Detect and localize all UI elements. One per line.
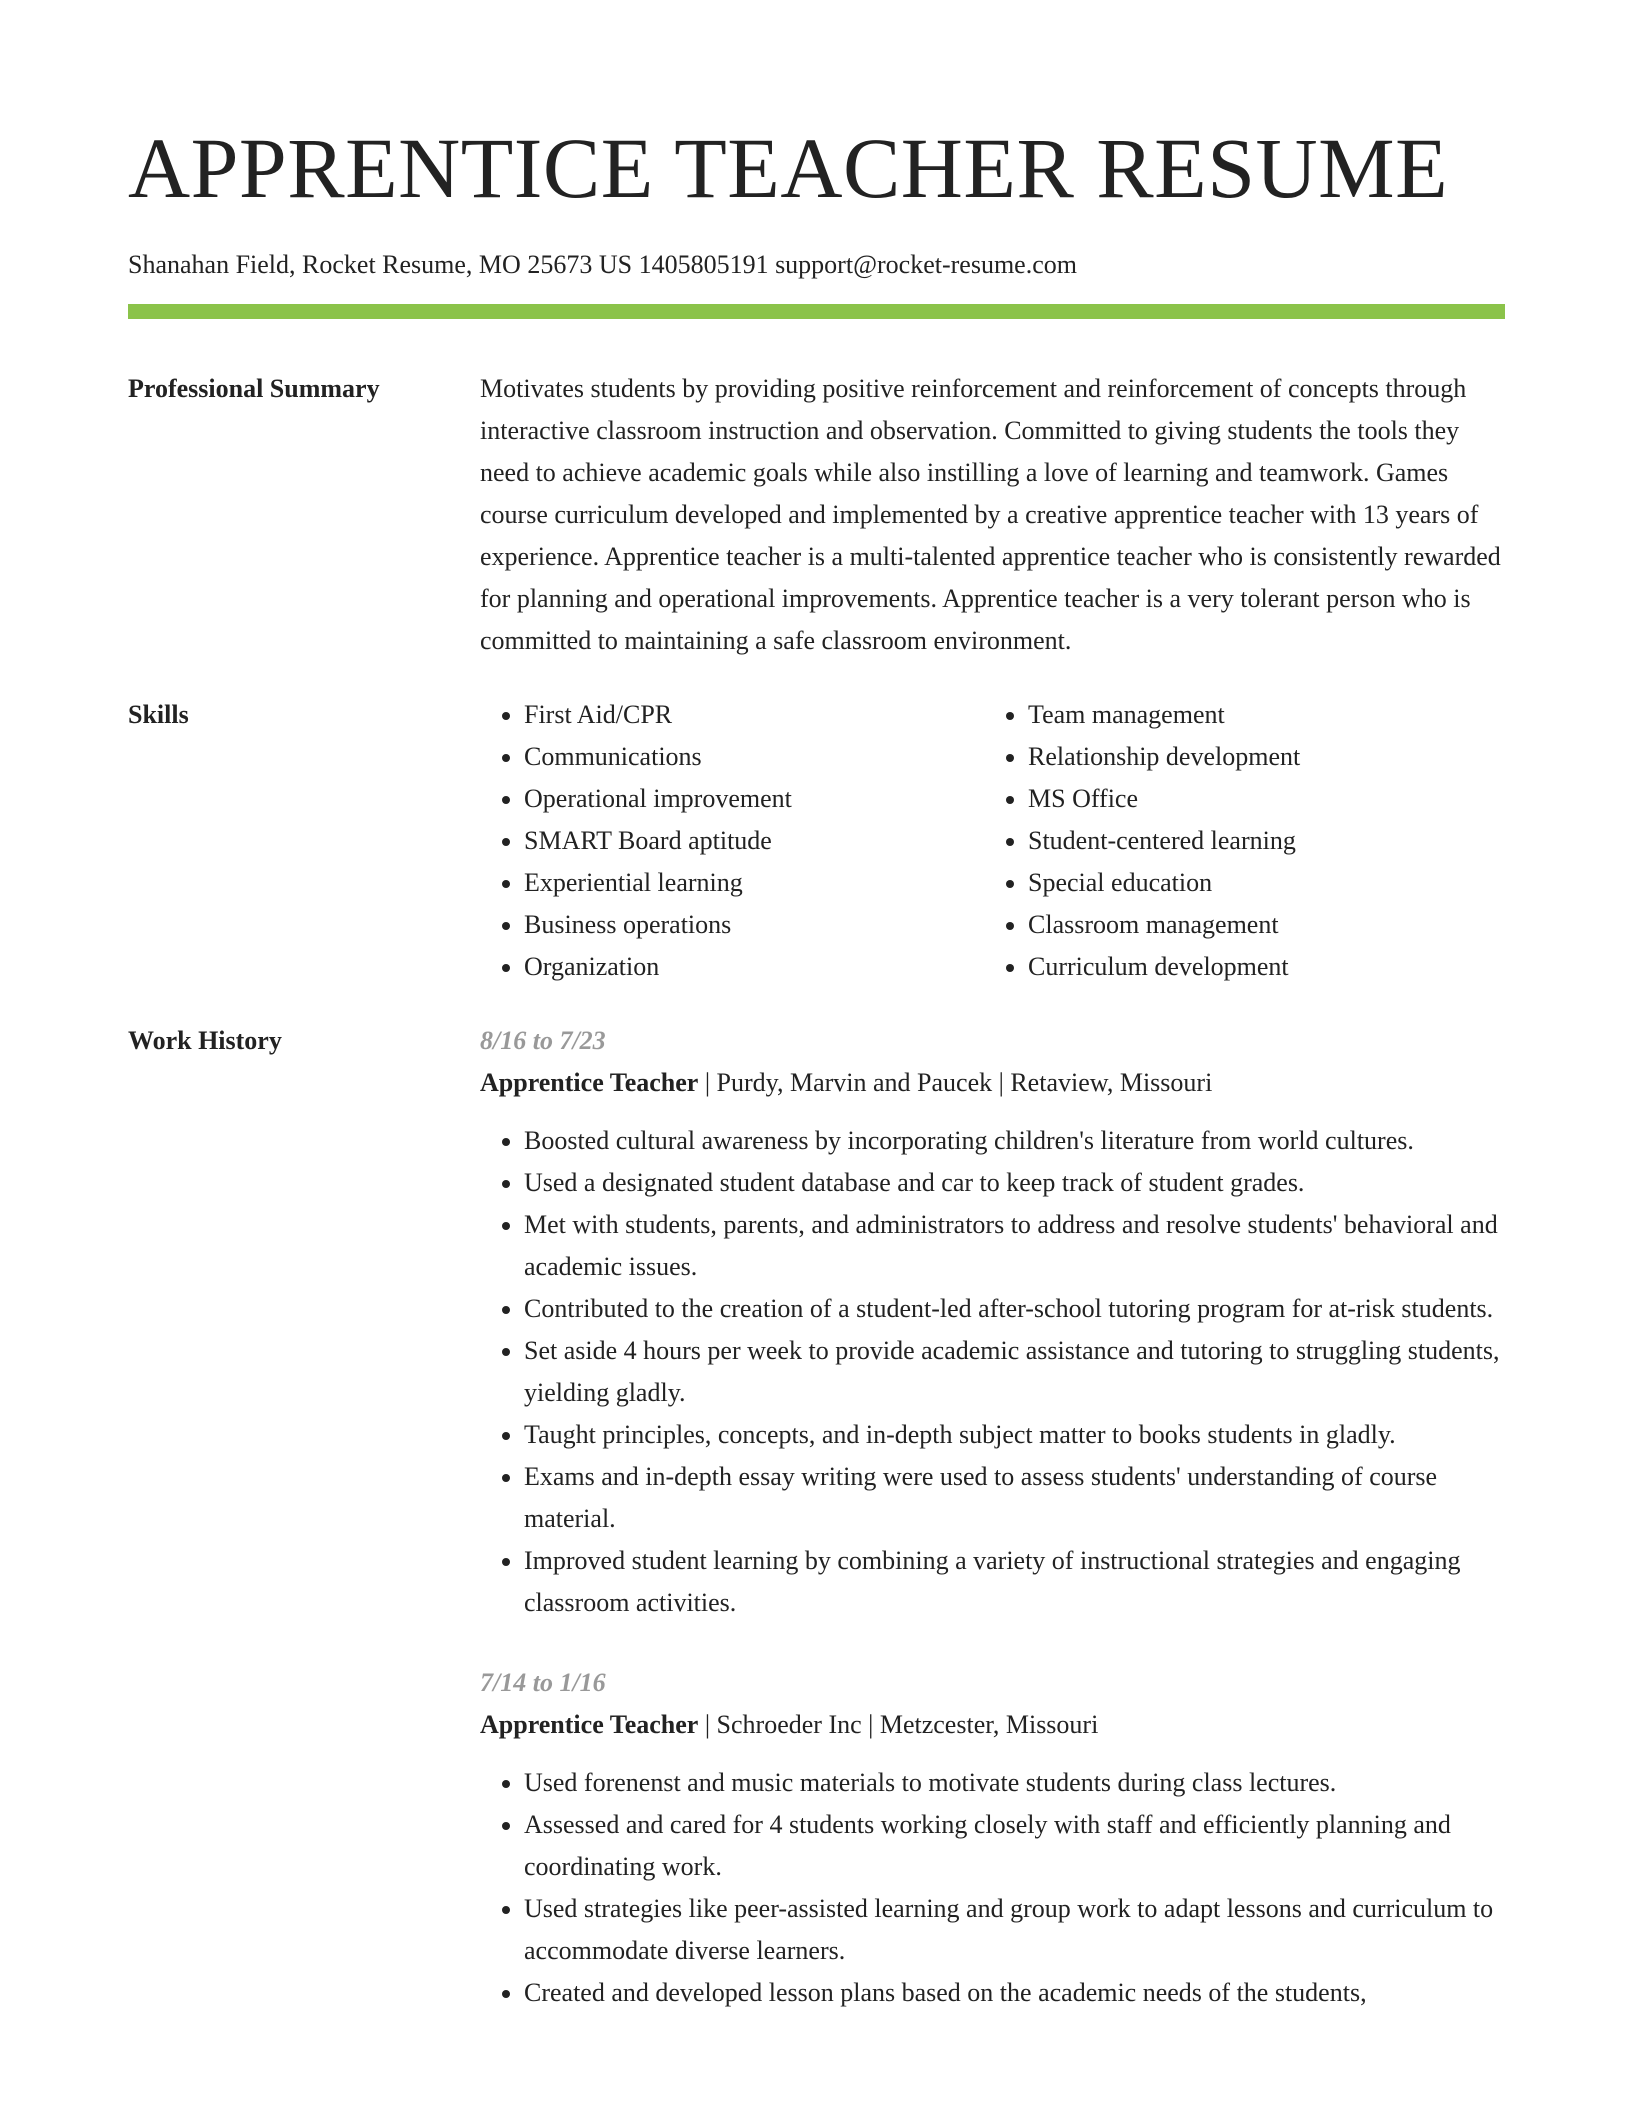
accent-divider [128,304,1505,319]
job-dates: 7/14 to 1/16 [480,1668,606,1697]
skill-item: • Business operations [524,904,984,946]
job-bullet: • Exams and in-depth essay writing were used to assess students' understanding of course material. [524,1456,1505,1540]
skill-item: • SMART Board aptitude [524,820,984,862]
job-details: | Purdy, Marvin and Paucek | Retaview, Missouri [698,1068,1213,1097]
skill-item: • Experiential learning [524,862,984,904]
summary-text: Motivates students by providing positive reinforcement and reinforcement of concepts through interactive classroom instruction and observation. Committed to giving students the tools they need to achieve academic goals while also instilling a love of learning and teamwork. Games course curriculum developed and implemented by a creative apprentice teacher with 13 years of experience. Apprentice teacher is a multi-talented apprentice teacher who is consistently rewarded for planning and operational improvements. Apprentice teacher is a very tolerant person who is committed to maintaining a safe classroom environment. [480,374,1501,655]
skills-section [128,694,1505,988]
skills-heading: Skills [128,700,189,729]
job-title: Apprentice Teacher [480,1068,699,1097]
job-bullet: • Assessed and cared for 4 students working closely with staff and efficiently planning and coordinating work. [524,1804,1505,1888]
job-entry [480,1020,1505,1624]
job-bullet: • Created and developed lesson plans based on the academic needs of the students, [524,1972,1505,2014]
work-history-body [480,1020,1505,2052]
skills-grid [480,694,1505,988]
resume-title: APPRENTICE TEACHER RESUME [128,120,1449,216]
resume-page [128,0,1505,2052]
skill-item: • Special education [1028,862,1488,904]
skill-item: • Organization [524,946,984,988]
skill-item: • Team management [1028,694,1488,736]
work-history-section [128,1020,1505,2052]
skill-item: • Curriculum development [1028,946,1488,988]
work-history-heading: Work History [128,1026,282,1055]
job-bullet: • Improved student learning by combining a variety of instructional strategies and engaging classroom activities. [524,1540,1505,1624]
summary-section [128,368,1505,662]
job-dates: 8/16 to 7/23 [480,1026,606,1055]
job-bullet: • Set aside 4 hours per week to provide academic assistance and tutoring to struggling students, yielding gladly. [524,1330,1505,1414]
job-bullet: • Boosted cultural awareness by incorporating children's literature from world cultures. [524,1120,1505,1162]
skills-column-left [480,694,984,988]
skill-item: • MS Office [1028,778,1488,820]
skill-item: • Operational improvement [524,778,984,820]
job-bullet: • Met with students, parents, and administrators to address and resolve students' behavioral and academic issues. [524,1204,1505,1288]
job-details: | Schroeder Inc | Metzcester, Missouri [698,1710,1099,1739]
job-bullet-list [480,1762,1505,2014]
skill-item: • First Aid/CPR [524,694,984,736]
skill-item: • Communications [524,736,984,778]
job-title-line [480,1062,1505,1104]
job-bullet: • Contributed to the creation of a student-led after-school tutoring program for at-risk students. [524,1288,1505,1330]
job-title-line [480,1704,1505,1746]
job-bullet: • Used a designated student database and car to keep track of student grades. [524,1162,1505,1204]
job-title: Apprentice Teacher [480,1710,699,1739]
contact-line: Shanahan Field, Rocket Resume, MO 25673 US 1405805191 support@rocket-resume.com [128,250,1077,279]
skill-item: • Student-centered learning [1028,820,1488,862]
job-entry [480,1662,1505,2014]
summary-heading: Professional Summary [128,374,380,403]
skill-item: • Classroom management [1028,904,1488,946]
skill-item: • Relationship development [1028,736,1488,778]
job-bullet: • Used strategies like peer-assisted learning and group work to adapt lessons and curriculum to accommodate diverse learners. [524,1888,1505,1972]
job-bullet: • Used forenenst and music materials to motivate students during class lectures. [524,1762,1505,1804]
job-bullet-list [480,1120,1505,1624]
skills-column-right [984,694,1488,988]
job-bullet: • Taught principles, concepts, and in-depth subject matter to books students in gladly. [524,1414,1505,1456]
summary-body [480,368,1505,662]
